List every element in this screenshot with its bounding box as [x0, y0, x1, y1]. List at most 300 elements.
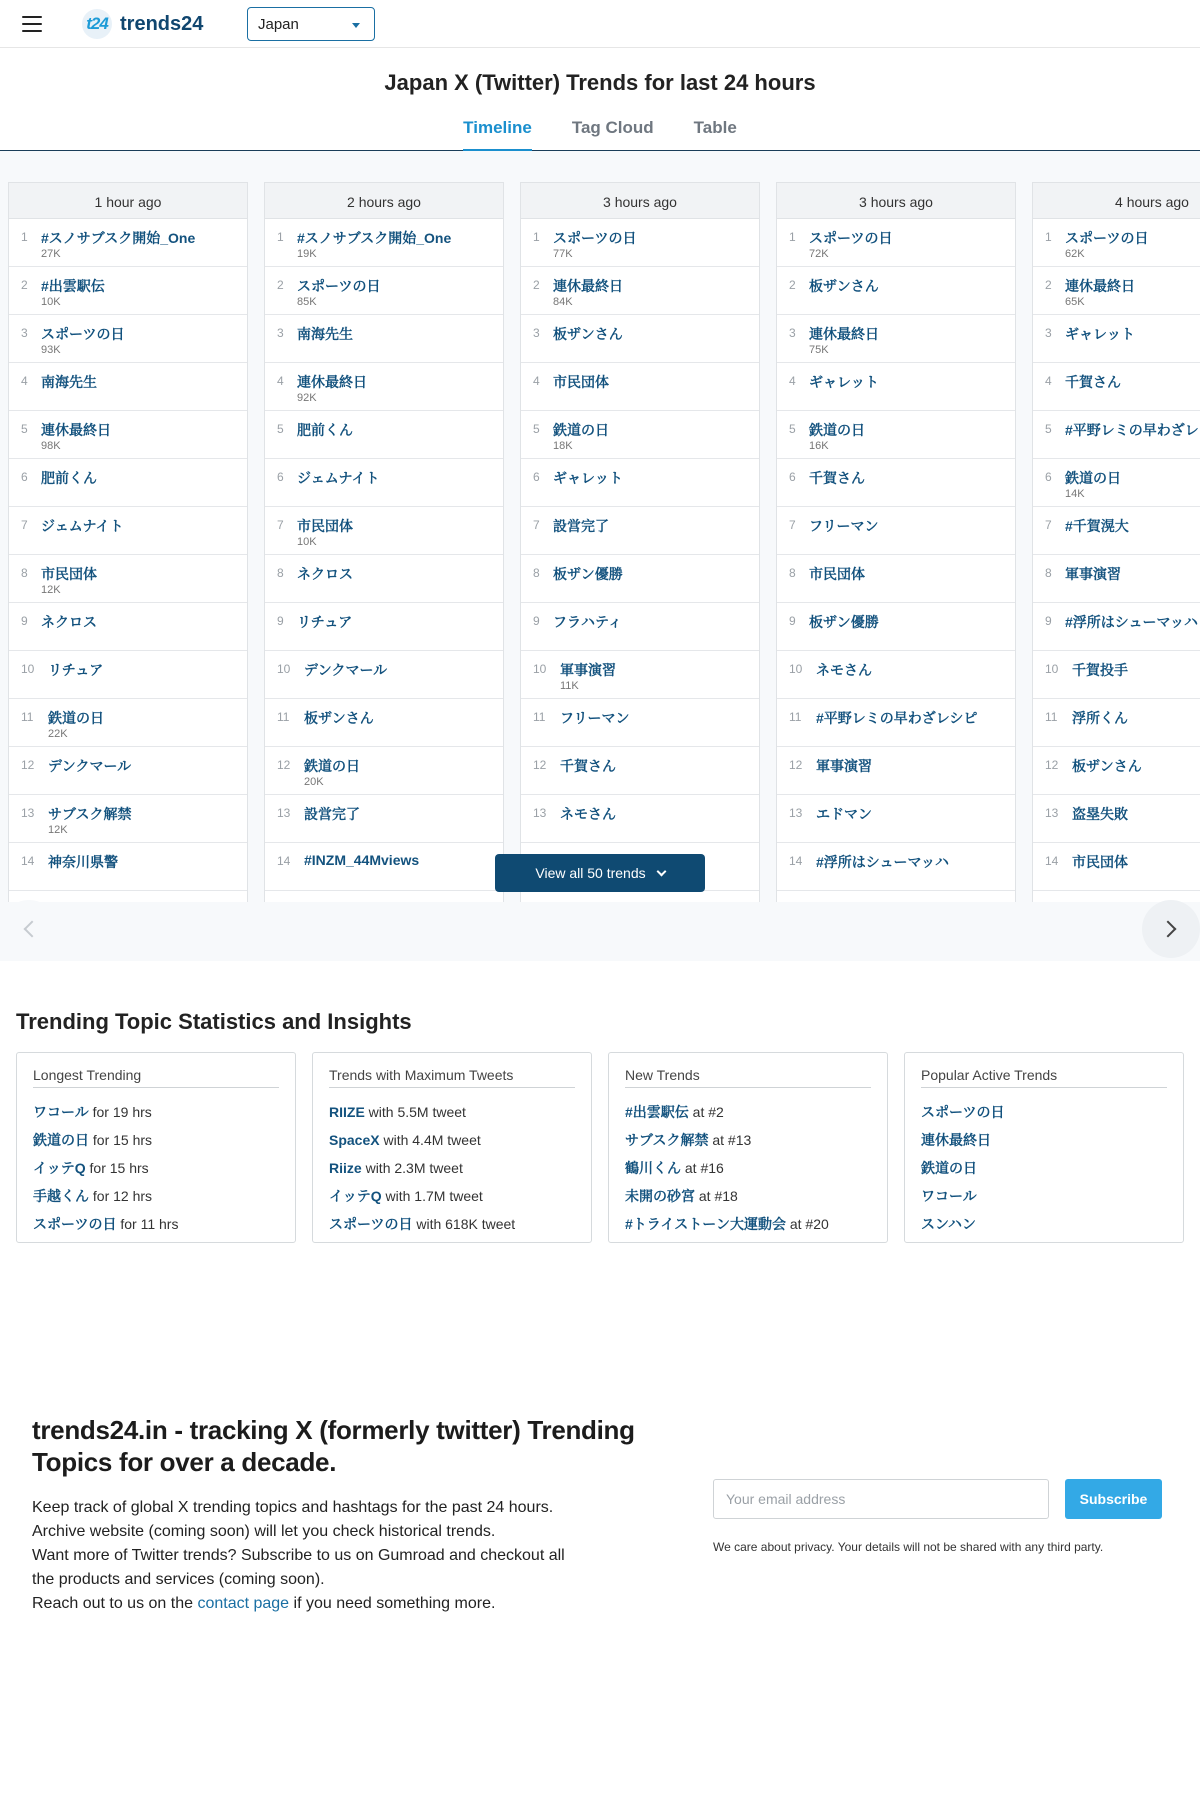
trend-link[interactable]: 鉄道の日 — [809, 422, 865, 438]
trend-rank: 11 — [789, 710, 802, 724]
trend-row — [777, 411, 1015, 459]
stat-trend-link[interactable]: #トライストーン大運動会 — [625, 1216, 786, 1232]
trend-rank: 8 — [789, 566, 796, 580]
stat-item — [625, 1210, 871, 1238]
trend-rank: 6 — [789, 470, 796, 484]
stat-trend-link[interactable]: 鶴川くん — [625, 1160, 681, 1176]
trend-rank: 5 — [789, 422, 796, 436]
footer-line: Keep track of global X trending topics and hashtags for the past 24 hours. — [32, 1499, 554, 1516]
trend-row — [9, 699, 247, 747]
trend-link[interactable]: スポーツの日 — [1065, 230, 1149, 246]
stat-item — [921, 1210, 1167, 1238]
timeline-column — [1032, 182, 1200, 902]
trend-row — [9, 651, 247, 699]
trend-row — [265, 219, 503, 267]
trend-row — [9, 363, 247, 411]
trend-rank: 13 — [533, 806, 547, 820]
trend-tweet-count: 92K — [297, 392, 317, 404]
trend-row — [265, 555, 503, 603]
trend-rank: 3 — [1045, 326, 1052, 340]
stat-value: for 15 hrs — [85, 1160, 149, 1176]
trend-link[interactable]: スポーツの日 — [41, 326, 125, 342]
trend-link[interactable]: リチュア — [48, 662, 104, 678]
trend-link[interactable]: フラハティ — [553, 614, 622, 630]
trend-row — [777, 219, 1015, 267]
trend-rank: 1 — [1045, 230, 1052, 244]
trend-rank: 6 — [277, 470, 284, 484]
trend-link[interactable]: 板ザンさん — [304, 710, 374, 726]
trend-row — [777, 843, 1015, 891]
trend-link[interactable]: 市民団体 — [41, 566, 97, 582]
trend-rank: 4 — [789, 374, 796, 388]
trend-link[interactable]: 板ザン優勝 — [553, 566, 623, 582]
trend-row — [1033, 555, 1200, 603]
trend-row — [265, 315, 503, 363]
trend-rank: 7 — [533, 518, 540, 532]
trend-tweet-count: 77K — [553, 248, 573, 260]
trend-link[interactable]: 連休最終日 — [297, 374, 367, 390]
stat-trend-link[interactable]: RIIZE — [329, 1104, 365, 1120]
subscribe-button[interactable]: Subscribe — [1065, 1479, 1162, 1519]
trend-row — [521, 411, 759, 459]
trend-rank: 2 — [277, 278, 284, 292]
stat-trend-link[interactable]: ワコール — [33, 1104, 89, 1120]
trend-row — [1033, 315, 1200, 363]
trend-row — [521, 603, 759, 651]
trend-rank: 11 — [533, 710, 546, 724]
trend-tweet-count: 12K — [48, 824, 68, 836]
trend-row — [265, 459, 503, 507]
trend-tweet-count: 22K — [48, 728, 68, 740]
trend-link[interactable]: ネモさん — [816, 662, 872, 678]
trend-link[interactable]: 南海先生 — [297, 326, 353, 342]
trend-link[interactable]: フリーマン — [809, 518, 879, 534]
trend-link[interactable]: #出雲駅伝 — [41, 278, 105, 294]
stat-card — [608, 1052, 888, 1243]
stat-item — [329, 1182, 575, 1210]
stat-trend-link[interactable]: 鉄道の日 — [33, 1132, 89, 1148]
footer-contact-line — [32, 1592, 632, 1616]
trend-tweet-count: 98K — [41, 440, 61, 452]
trend-rank: 3 — [789, 326, 796, 340]
trend-row — [777, 459, 1015, 507]
stat-trend-link[interactable]: ワコール — [921, 1188, 977, 1204]
stat-card-heading: New Trends — [625, 1067, 871, 1088]
trend-link[interactable]: 板ザンさん — [553, 326, 623, 342]
top-bar — [0, 0, 1200, 48]
trend-link[interactable]: 軍事演習 — [560, 662, 616, 678]
trend-rank: 14 — [21, 854, 35, 868]
trend-tweet-count: 84K — [553, 296, 573, 308]
stat-trend-link[interactable]: イッテQ — [33, 1160, 86, 1176]
trend-rank: 7 — [277, 518, 284, 532]
trend-row — [777, 363, 1015, 411]
trend-link[interactable]: リチュア — [297, 614, 353, 630]
trend-tweet-count: 75K — [809, 344, 829, 356]
stat-card-heading: Longest Trending — [33, 1067, 279, 1088]
stat-trend-link[interactable]: スポーツの日 — [329, 1216, 413, 1232]
trend-rank: 12 — [533, 758, 547, 772]
trend-link[interactable]: 鉄道の日 — [1065, 470, 1121, 486]
trend-row — [265, 507, 503, 555]
stat-trend-link[interactable]: SpaceX — [329, 1132, 380, 1148]
trend-row — [521, 699, 759, 747]
trend-link[interactable]: ネクロス — [297, 566, 353, 582]
trend-row — [777, 699, 1015, 747]
trend-link[interactable]: 設営完了 — [304, 806, 360, 822]
trend-rank: 11 — [21, 710, 34, 724]
site-logo[interactable] — [82, 10, 203, 38]
trend-link[interactable]: 板ザンさん — [1072, 758, 1142, 774]
trend-row — [9, 843, 247, 891]
trend-link[interactable]: デンクマール — [304, 662, 388, 678]
trend-rank: 10 — [533, 662, 547, 676]
stat-trend-link[interactable]: 鉄道の日 — [921, 1160, 977, 1176]
trend-tweet-count: 93K — [41, 344, 61, 356]
trend-tweet-count: 85K — [297, 296, 317, 308]
trend-row — [521, 219, 759, 267]
trend-row — [265, 747, 503, 795]
footer-description — [32, 1496, 632, 1616]
trend-link[interactable]: 板ザンさん — [809, 278, 879, 294]
trend-row — [265, 651, 503, 699]
trend-link[interactable]: 千賀投手 — [1072, 662, 1128, 678]
trend-rank: 2 — [21, 278, 28, 292]
trend-rank: 7 — [21, 518, 28, 532]
trend-rank: 3 — [21, 326, 28, 340]
trend-link[interactable]: 鉄道の日 — [48, 710, 104, 726]
stat-trend-link[interactable]: 未開の砂宮 — [625, 1188, 695, 1204]
trend-link[interactable]: 連休最終日 — [809, 326, 879, 342]
trend-row — [521, 459, 759, 507]
trend-row — [265, 843, 503, 891]
trend-rank: 14 — [789, 854, 803, 868]
chevron-right-icon[interactable] — [1142, 900, 1200, 958]
stat-trend-link[interactable]: サブスク解禁 — [625, 1132, 709, 1148]
trend-link[interactable]: ネモさん — [560, 806, 616, 822]
trend-rank: 11 — [277, 710, 290, 724]
trend-rank: 13 — [789, 806, 803, 820]
trend-row — [9, 219, 247, 267]
trend-link[interactable]: ギャレット — [553, 470, 623, 486]
trend-rank: 6 — [21, 470, 28, 484]
stat-trend-link[interactable]: #出雲駅伝 — [625, 1104, 689, 1120]
stat-item — [329, 1210, 575, 1238]
trend-link[interactable]: #スノサブスク開始_One — [297, 230, 452, 246]
trend-row — [9, 315, 247, 363]
footer-title-line2: Topics for over a decade. — [32, 1447, 337, 1477]
trend-rank: 5 — [533, 422, 540, 436]
trend-tweet-count: 18K — [553, 440, 573, 452]
trend-rank: 2 — [789, 278, 796, 292]
stat-item — [33, 1154, 279, 1182]
trend-row — [521, 795, 759, 843]
trend-rank: 12 — [1045, 758, 1059, 772]
stat-item — [921, 1182, 1167, 1210]
footer-line: the products and services (coming soon). — [32, 1571, 325, 1588]
trend-link[interactable]: エドマン — [816, 806, 872, 822]
trend-rank: 3 — [533, 326, 540, 340]
trend-link[interactable]: ギャレット — [1065, 326, 1135, 342]
stat-value: for 15 hrs — [89, 1132, 153, 1148]
logo-text: trends24 — [120, 12, 204, 35]
trend-row — [521, 555, 759, 603]
stat-value: at #18 — [695, 1188, 738, 1204]
trend-row — [9, 411, 247, 459]
column-heading: 3 hours ago — [777, 183, 1015, 219]
stat-value: with 4.4M tweet — [379, 1132, 481, 1148]
stat-item — [33, 1126, 279, 1154]
trend-rank: 8 — [277, 566, 284, 580]
stats-title: Trending Topic Statistics and Insights — [16, 1009, 412, 1034]
page-title: Japan X (Twitter) Trends for last 24 hours — [384, 70, 816, 95]
contact-page-link[interactable]: contact page — [197, 1595, 290, 1612]
column-heading: 1 hour ago — [9, 183, 247, 219]
trend-row — [521, 363, 759, 411]
stat-value: for 11 hrs — [116, 1216, 179, 1232]
trend-row — [521, 747, 759, 795]
trend-row — [9, 267, 247, 315]
trend-link[interactable]: フリーマン — [560, 710, 630, 726]
trend-link[interactable]: 市民団体 — [297, 518, 353, 534]
trend-row — [777, 555, 1015, 603]
logo-badge-icon: t24 — [82, 9, 112, 39]
trend-link[interactable]: 千賀さん — [1065, 374, 1121, 390]
trend-tweet-count: 62K — [1065, 248, 1085, 260]
trend-rank: 13 — [1045, 806, 1059, 820]
timeline-column — [520, 182, 760, 902]
stat-item — [625, 1126, 871, 1154]
stat-item — [33, 1098, 279, 1126]
timeline-column — [264, 182, 504, 902]
trend-rank: 5 — [1045, 422, 1052, 436]
trend-row — [521, 507, 759, 555]
trend-rank: 10 — [789, 662, 803, 676]
trend-link[interactable]: #浮所はシューマッハ — [816, 854, 949, 870]
stat-value: at #2 — [688, 1104, 724, 1120]
trend-rank: 5 — [277, 422, 284, 436]
trend-rank: 1 — [789, 230, 796, 244]
tab-table[interactable]: Table — [693, 118, 737, 137]
trend-rank: 12 — [277, 758, 291, 772]
trend-rank: 7 — [789, 518, 796, 532]
trend-link[interactable]: 鉄道の日 — [304, 758, 360, 774]
trend-rank: 8 — [533, 566, 540, 580]
trend-row — [9, 555, 247, 603]
stat-trend-link[interactable]: Riize — [329, 1160, 362, 1176]
stat-value: at #16 — [681, 1160, 724, 1176]
stat-value: for 12 hrs — [89, 1188, 153, 1204]
trend-link[interactable]: #千賀滉大 — [1065, 518, 1129, 534]
trend-rank: 1 — [277, 230, 284, 244]
trend-link[interactable]: 肥前くん — [297, 422, 353, 438]
trend-row — [521, 267, 759, 315]
trend-link[interactable]: 連休最終日 — [1065, 278, 1135, 294]
trend-link[interactable]: 軍事演習 — [816, 758, 872, 774]
stat-item — [329, 1098, 575, 1126]
stat-card-heading: Trends with Maximum Tweets — [329, 1067, 575, 1088]
hamburger-menu-icon[interactable] — [22, 16, 42, 32]
trend-link[interactable]: 軍事演習 — [1065, 566, 1121, 582]
trend-row — [9, 795, 247, 843]
stat-value: with 618K tweet — [412, 1216, 516, 1232]
trend-link[interactable]: #浮所はシューマッハ — [1065, 614, 1198, 630]
trend-rank: 13 — [21, 806, 35, 820]
trend-rank: 9 — [533, 614, 540, 628]
trend-row — [1033, 747, 1200, 795]
stat-item — [329, 1154, 575, 1182]
trend-row — [9, 507, 247, 555]
trend-link[interactable]: 神奈川県警 — [48, 854, 118, 870]
trend-row — [1033, 795, 1200, 843]
trend-rank: 4 — [533, 374, 540, 388]
trend-rank: 14 — [1045, 854, 1059, 868]
trend-rank: 9 — [21, 614, 28, 628]
trend-rank: 8 — [21, 566, 28, 580]
trend-link[interactable]: 南海先生 — [41, 374, 97, 390]
trend-tweet-count: 11K — [560, 680, 579, 692]
trend-rank: 2 — [533, 278, 540, 292]
trend-rank: 6 — [533, 470, 540, 484]
trend-row — [9, 459, 247, 507]
trend-tweet-count: 20K — [304, 776, 324, 788]
trend-rank: 12 — [789, 758, 803, 772]
trend-link[interactable]: ギャレット — [809, 374, 879, 390]
trend-row — [777, 747, 1015, 795]
column-heading: 3 hours ago — [521, 183, 759, 219]
trend-link[interactable]: デンクマール — [48, 758, 132, 774]
trend-link[interactable]: 連休最終日 — [41, 422, 111, 438]
trend-row — [777, 603, 1015, 651]
trend-rank: 1 — [21, 230, 28, 244]
stat-item — [625, 1098, 871, 1126]
stat-item — [921, 1098, 1167, 1126]
view-all-trends-button[interactable] — [495, 854, 705, 892]
trend-link[interactable]: 板ザン優勝 — [809, 614, 879, 630]
trend-row — [1033, 843, 1200, 891]
footer-title — [32, 1414, 652, 1478]
stat-item — [329, 1126, 575, 1154]
trend-row — [521, 315, 759, 363]
stat-card — [16, 1052, 296, 1243]
stat-value: with 5.5M tweet — [364, 1104, 466, 1120]
trend-row — [265, 603, 503, 651]
trend-rank: 6 — [1045, 470, 1052, 484]
stat-trend-link[interactable]: 連休最終日 — [921, 1132, 991, 1148]
trend-row — [777, 651, 1015, 699]
timeline — [0, 151, 1200, 961]
trend-rank: 9 — [789, 614, 796, 628]
tab-timeline[interactable]: Timeline — [443, 114, 552, 151]
trend-link[interactable]: サブスク解禁 — [48, 806, 132, 822]
trend-rank: 13 — [277, 806, 291, 820]
trend-link[interactable]: 盗塁失敗 — [1072, 806, 1128, 822]
chevron-down-icon — [656, 867, 666, 877]
trend-row — [777, 267, 1015, 315]
stat-value: at #20 — [785, 1216, 829, 1232]
contact-suffix: if you need something more. — [289, 1595, 496, 1612]
trend-link[interactable]: 千賀さん — [809, 470, 865, 486]
stat-value: with 2.3M tweet — [361, 1160, 463, 1176]
trend-link[interactable]: ジェムナイト — [297, 470, 380, 486]
trend-row — [777, 507, 1015, 555]
column-heading: 2 hours ago — [265, 183, 503, 219]
trend-link[interactable]: スポーツの日 — [553, 230, 637, 246]
trend-row — [1033, 651, 1200, 699]
stat-trend-link[interactable]: イッテQ — [329, 1188, 382, 1204]
trend-rank: 10 — [1045, 662, 1059, 676]
trend-row — [1033, 363, 1200, 411]
trend-row — [1033, 603, 1200, 651]
trend-link[interactable]: 肥前くん — [41, 470, 97, 486]
trend-link[interactable]: 設営完了 — [553, 518, 609, 534]
trend-row — [1033, 219, 1200, 267]
trend-link[interactable]: #平野レミの早わざレ — [1065, 422, 1199, 438]
stat-item — [921, 1154, 1167, 1182]
trend-link[interactable]: 鉄道の日 — [553, 422, 609, 438]
caret-down-icon — [352, 23, 360, 28]
stat-value: at #13 — [708, 1132, 752, 1148]
trend-link[interactable]: スポーツの日 — [297, 278, 381, 294]
privacy-note: We care about privacy. Your details will not be shared with any third party. — [713, 1540, 1104, 1554]
stat-trend-link[interactable]: スンハン — [921, 1216, 977, 1232]
trend-link[interactable]: 市民団体 — [553, 374, 609, 390]
view-all-label: View all 50 trends — [535, 865, 646, 881]
trend-link[interactable]: ジェムナイト — [41, 518, 124, 534]
trend-row — [265, 363, 503, 411]
footer-line: Archive website (coming soon) will let you check historical trends. — [32, 1523, 496, 1540]
trend-row — [9, 603, 247, 651]
trend-rank: 9 — [277, 614, 284, 628]
trend-tweet-count: 27K — [41, 248, 61, 260]
trend-row — [1033, 507, 1200, 555]
stat-trend-link[interactable]: スポーツの日 — [921, 1104, 1005, 1120]
trend-row — [777, 315, 1015, 363]
trend-link[interactable]: 浮所くん — [1072, 710, 1128, 726]
stat-trend-link[interactable]: 手越くん — [33, 1188, 89, 1204]
trend-rank: 4 — [277, 374, 284, 388]
country-select[interactable] — [247, 7, 375, 41]
trend-tweet-count: 19K — [297, 248, 317, 260]
timeline-column — [776, 182, 1016, 902]
trend-rank: 5 — [21, 422, 28, 436]
trend-tweet-count: 16K — [809, 440, 829, 452]
trend-link[interactable]: スポーツの日 — [809, 230, 893, 246]
trend-link[interactable]: #INZM_44Mviews — [304, 852, 420, 868]
stat-value: with 1.7M tweet — [381, 1188, 483, 1204]
trend-rank: 4 — [21, 374, 28, 388]
trend-link[interactable]: 千賀さん — [560, 758, 616, 774]
column-heading: 4 hours ago — [1033, 183, 1200, 219]
footer-title-line1: trends24.in - tracking X (formerly twitter) Trending — [32, 1415, 635, 1445]
stat-card — [904, 1052, 1184, 1243]
trend-link[interactable]: 連休最終日 — [553, 278, 623, 294]
tab-tag-cloud[interactable]: Tag Cloud — [571, 118, 654, 137]
chevron-left-icon[interactable] — [0, 900, 58, 958]
trend-row — [265, 411, 503, 459]
trend-link[interactable]: ネクロス — [41, 614, 97, 630]
trend-link[interactable]: 市民団体 — [1072, 854, 1128, 870]
email-input[interactable] — [713, 1479, 1049, 1519]
trend-link[interactable]: 市民団体 — [809, 566, 865, 582]
trend-link[interactable]: #平野レミの早わざレシピ — [816, 710, 978, 726]
stat-trend-link[interactable]: スポーツの日 — [33, 1216, 117, 1232]
trend-tweet-count: 65K — [1065, 296, 1085, 308]
trend-rank: 9 — [1045, 614, 1052, 628]
trend-link[interactable]: #スノサブスク開始_One — [41, 230, 196, 246]
trend-rank: 2 — [1045, 278, 1052, 292]
trend-rank: 4 — [1045, 374, 1052, 388]
